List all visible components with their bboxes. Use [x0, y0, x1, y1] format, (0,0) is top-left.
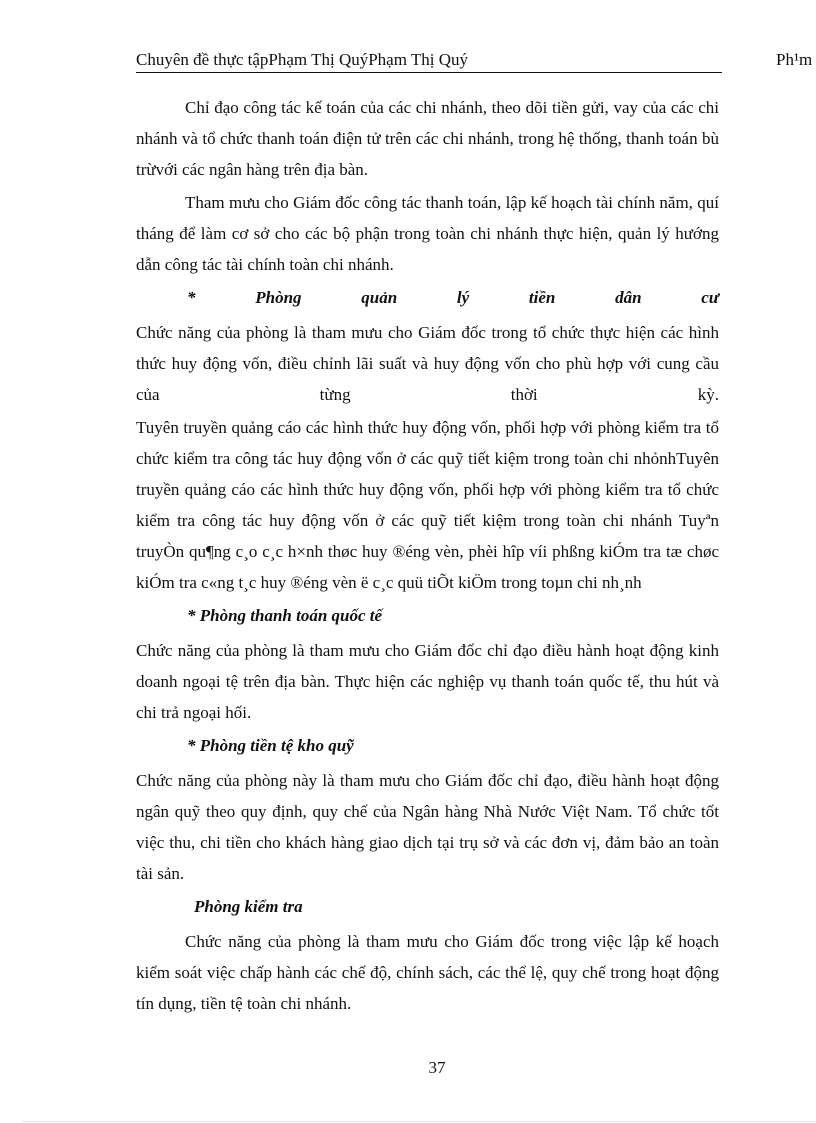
heading-resident-money-dept: * Phòng quản lý tiền dân cư — [187, 288, 719, 307]
heading-treasury-dept: * Phòng tiền tệ kho quỹ — [187, 736, 354, 755]
paragraph-accounting-direction: Chỉ đạo công tác kế toán của các chi nhánh, theo dõi tiền gửi, vay của các chi nhánh và tổ chức thanh toán điện tử trên các chi nhánh, trong hệ thống, thanh toán bù trừvới các ngân hàng trên địa bàn. — [136, 98, 719, 179]
paragraph-international-payment-function: Chức năng của phòng là tham mưu cho Giám đốc chỉ đạo điều hành hoạt động kinh doanh ngoại tệ trên địa bàn. Thực hiện các nghiệp vụ thanh toán quốc tế, thu hút và chi trả ngoại hối. — [136, 641, 719, 722]
page-number: 37 — [428, 1058, 446, 1077]
paragraph-advertising: Tuyên truyền quảng cáo các hình thức huy động vốn, phối hợp với phòng kiểm tra tổ chức kiểm tra công tác huy động vốn ở các quỹ tiết kiệm trong toàn chi nhỏnhTuyên truyền quảng cáo các hình thức huy động vốn, phối hợp với phòng kiểm tra tổ chức kiểm tra công tác huy động vốn ở các quỹ tiết kiệm trong toàn chi nhánh Tuyªn truyÒn qu¶ng c¸o c¸c h×nh thøc huy ®éng vèn, phèi hîp víi phßng kiÓm tra tæ chøc kiÓm tra c«ng t¸c huy ®éng vèn ë c¸c quü tiÕt kiÖm trong toµn chi nh¸nh — [136, 418, 719, 592]
body-text — [136, 92, 719, 1021]
paragraph-resident-money-function: Chức năng của phòng là tham mưu cho Giám đốc trong tổ chức thực hiện các hình thức huy động vốn, điều chỉnh lãi suất và huy động vốn cho phù hợp với cung cầu của từng thời kỳ. — [136, 323, 719, 404]
running-header-right: Ph¹m — [776, 50, 813, 69]
paragraph-payment-advisory: Tham mưu cho Giám đốc công tác thanh toán, lập kế hoạch tài chính năm, quí tháng để làm cơ sở cho các bộ phận trong toàn chi nhánh thực hiện, quản lý hướng dẫn công tác tài chính toàn chi nhánh. — [136, 193, 719, 274]
heading-international-payment-dept: * Phòng thanh toán quốc tế — [187, 606, 383, 625]
heading-inspection-dept: Phòng kiểm tra — [194, 897, 303, 916]
paragraph-treasury-function: Chức năng của phòng này là tham mưu cho Giám đốc chỉ đạo, điều hành hoạt động ngân quỹ theo quy định, quy chế của Ngân hàng Nhà Nước Việt Nam. Tổ chức tốt việc thu, chi tiền cho khách hàng giao dịch tại trụ sở và các đơn vị, đảm bảo an toàn tài sản. — [136, 771, 719, 883]
footer-divider — [22, 1121, 816, 1122]
paragraph-inspection-function: Chức năng của phòng là tham mưu cho Giám đốc trong việc lập kế hoạch kiểm soát việc chấp hành các chế độ, chính sách, các thể lệ, quy chế trong hoạt động tín dụng, tiền tệ toàn chi nhánh. — [136, 932, 719, 1013]
running-header-title: Chuyên đề thực tậpPhạm Thị QuýPhạm Thị Quý — [136, 50, 722, 73]
